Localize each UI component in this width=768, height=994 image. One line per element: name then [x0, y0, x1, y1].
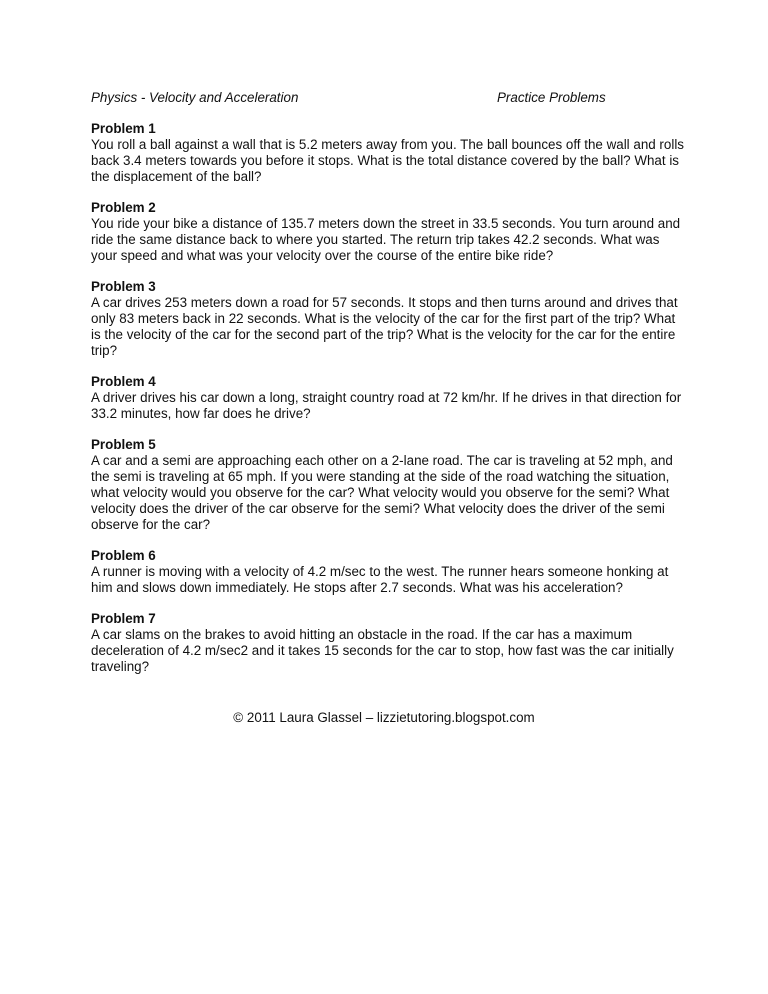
problem-7 — [91, 611, 686, 675]
problem-1-text: You roll a ball against a wall that is 5.2 meters away from you. The ball bounces off the wall and rolls back 3.4 meters towards you before it stops. What is the total distance covered by the ball? What is the displacement of the ball? — [91, 137, 684, 184]
problem-2-text: You ride your bike a distance of 135.7 meters down the street in 33.5 seconds. You turn around and ride the same distance back to where you started. The return trip takes 42.2 seconds. What was your speed and what was your velocity over the course of the entire bike ride? — [91, 216, 681, 263]
problem-3-title: Problem 3 — [91, 279, 156, 294]
problem-6-text: A runner is moving with a velocity of 4.2 m/sec to the west. The runner hears someone honking at him and slows down immediately. He stops after 2.7 seconds. What was his acceleration? — [91, 564, 669, 595]
problem-list — [91, 121, 686, 690]
problem-2 — [91, 200, 686, 264]
problem-3 — [91, 279, 686, 359]
problem-3-text: A car drives 253 meters down a road for 57 seconds. It stops and then turns around and drives that only 83 meters back in 22 seconds. What is the velocity of the car for the first part of the trip? What is the velocity of the car for the second part of the trip? What is the velocity for the car for the entire trip? — [91, 295, 678, 358]
problem-5 — [91, 437, 686, 533]
copyright-footer: © 2011 Laura Glassel – lizzietutoring.blogspot.com — [233, 710, 535, 725]
document-subtitle: Practice Problems — [497, 90, 606, 105]
problem-4-title: Problem 4 — [91, 374, 156, 389]
problem-2-title: Problem 2 — [91, 200, 156, 215]
problem-6-title: Problem 6 — [91, 548, 156, 563]
document-title: Physics - Velocity and Acceleration — [91, 90, 299, 105]
problem-4 — [91, 374, 686, 422]
problem-4-text: A driver drives his car down a long, straight country road at 72 km/hr. If he drives in that direction for 33.2 minutes, how far does he drive? — [91, 390, 682, 421]
problem-1 — [91, 121, 686, 185]
problem-7-text: A car slams on the brakes to avoid hitting an obstacle in the road. If the car has a maximum deceleration of 4.2 m/sec2 and it takes 15 seconds for the car to stop, how fast was the car initially traveling? — [91, 627, 674, 674]
problem-7-title: Problem 7 — [91, 611, 156, 626]
problem-6 — [91, 548, 686, 596]
problem-5-title: Problem 5 — [91, 437, 156, 452]
problem-1-title: Problem 1 — [91, 121, 156, 136]
problem-5-text: A car and a semi are approaching each other on a 2-lane road. The car is traveling at 52 mph, and the semi is traveling at 65 mph. If you were standing at the side of the road watching the situation, what velocity would you observe for the car? What velocity would you observe for the semi? What velocity does the driver of the car observe for the semi? What velocity does the driver of the semi observe for the car? — [91, 453, 673, 532]
